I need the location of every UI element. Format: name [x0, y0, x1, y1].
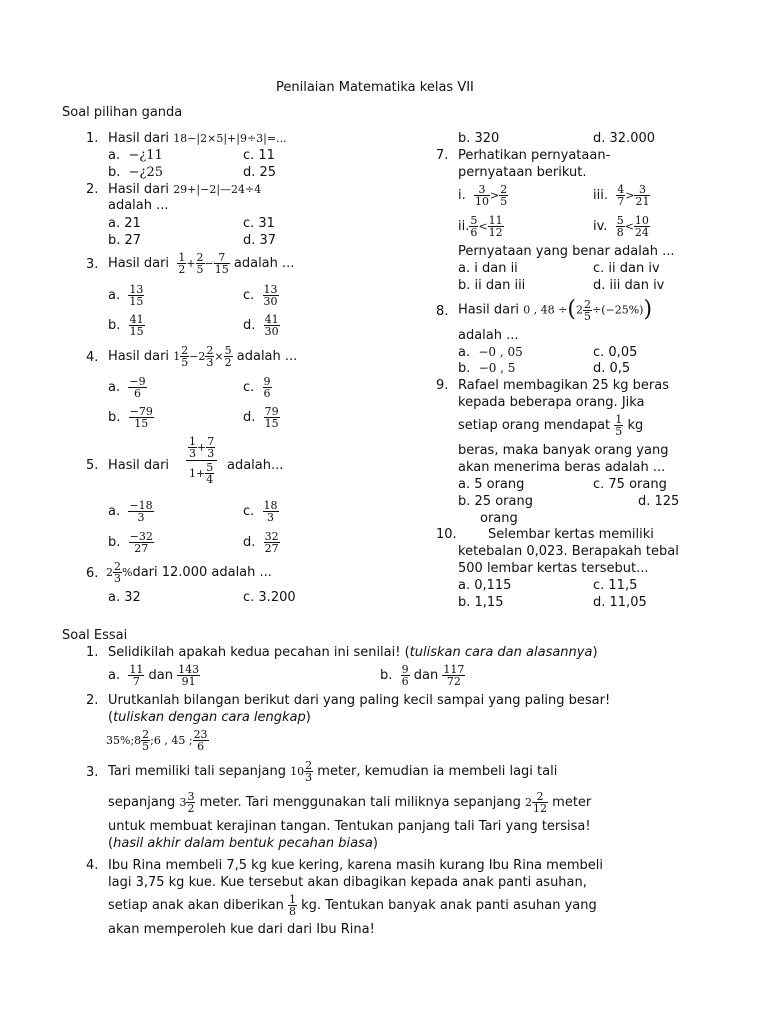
q1-option-d[interactable]: d. 25 — [243, 165, 277, 180]
q3-option-c[interactable]: c. $\frac{13}{30}$ — [243, 283, 278, 308]
section-essay: Soal Essai — [62, 628, 128, 643]
question-8-number: 8. — [436, 304, 449, 319]
essay-4-line-3: setiap anak akan diberikan $\frac{1}{8}$ kg. Tentukan banyak anak panti asuhan yang — [108, 893, 597, 918]
q7-statement-ii: ii. $\frac{5}{6}$ < $\frac{11}{12}$ — [458, 214, 503, 239]
question-8-text: Hasil dari 0 , 48 ÷(2 $\frac{2}{5}$ ÷(−25%)) — [458, 297, 653, 323]
question-9-line-1: Rafael membagikan 25 kg beras — [458, 378, 669, 393]
q6-option-d[interactable]: d. 32.000 — [593, 131, 656, 146]
q6-option-a[interactable]: a. 32 — [108, 590, 141, 605]
q9-option-b[interactable]: b. 25 orang — [458, 494, 533, 509]
q7-statement-i: i. $\frac{3}{10}$ > $\frac{2}{5}$ — [458, 183, 508, 208]
essay-2-number: 2. — [86, 693, 99, 708]
question-3-number: 3. — [86, 257, 99, 272]
question-6-number: 6. — [86, 566, 99, 581]
essay-3-number: 3. — [86, 765, 99, 780]
q2-option-a[interactable]: a. 21 — [108, 216, 141, 231]
question-3-text: Hasil dari $\frac{1}{2}$ + $\frac{2}{5}$ − $\frac{7}{15}$ adalah ... — [108, 251, 295, 276]
q10-option-b[interactable]: b. 1,15 — [458, 595, 504, 610]
page-title: Penilaian Matematika kelas VII — [276, 80, 474, 95]
q3-option-a[interactable]: a. $\frac{13}{15}$ — [108, 283, 144, 308]
question-2-text: Hasil dari 29+|−2|—24÷4 — [108, 182, 262, 197]
essay-3-hint: (hasil akhir dalam bentuk pecahan biasa) — [108, 836, 378, 851]
q7-option-c[interactable]: c. ii dan iv — [593, 261, 660, 276]
q4-option-b[interactable]: b. $\frac{-79}{15}$ — [108, 405, 153, 430]
question-9-line-4: beras, maka banyak orang yang — [458, 443, 669, 458]
essay-1-part-a: a. $\frac{11}{7}$ dan $\frac{143}{91}$ — [108, 663, 200, 688]
question-9-line-2: kepada beberapa orang. Jika — [458, 395, 645, 410]
question-10-line-3: 500 lembar kertas tersebut... — [458, 561, 649, 576]
q3-fraction-1: $\frac{1}{2}$ — [178, 251, 186, 276]
question-1-expression: 18−|2×5|+|9÷3|=... — [173, 132, 287, 145]
q10-option-a[interactable]: a. 0,115 — [458, 578, 512, 593]
q5-option-b[interactable]: b. $\frac{-32}{27}$ — [108, 530, 153, 555]
question-7-text-2: pernyataan berikut. — [458, 165, 587, 180]
question-7-number: 7. — [436, 148, 449, 163]
essay-2-hint: (tuliskan dengan cara lengkap) — [108, 710, 311, 725]
q1-option-c[interactable]: c. 11 — [243, 148, 275, 163]
essay-3-line-1: Tari memiliki tali sepanjang 10 $\frac{2}{3}$ meter, kemudian ia membeli lagi tali — [108, 759, 558, 784]
essay-2-text: Urutkanlah bilangan berikut dari yang paling kecil sampai yang paling besar! — [108, 693, 611, 708]
question-1-text: Hasil dari 18−|2×5|+|9÷3|=... — [108, 131, 287, 146]
q4-option-c[interactable]: c. $\frac{9}{6}$ — [243, 375, 271, 400]
q9-option-b-unit: orang — [480, 511, 518, 526]
essay-3-line-2: sepanjang 3 $\frac{3}{2}$ meter. Tari menggunakan tali miliknya sepanjang 2 $\frac{2}{12}$ meter — [108, 790, 592, 815]
question-7-prompt: Pernyataan yang benar adalah ... — [458, 244, 675, 259]
section-multiple-choice: Soal pilihan ganda — [62, 105, 183, 120]
essay-4-line-2: lagi 3,75 kg kue. Kue tersebut akan dibagikan kepada anak panti asuhan, — [108, 875, 587, 890]
question-5-text: Hasil dari — [108, 458, 170, 473]
essay-1-text: Selidikilah apakah kedua pecahan ini senilai! (tuliskan cara dan alasannya) — [108, 645, 598, 660]
essay-4-line-4: akan memperoleh kue dari dari Ibu Rina! — [108, 922, 375, 937]
question-4-number: 4. — [86, 350, 99, 365]
question-1-number: 1. — [86, 131, 99, 146]
question-9-line-5: akan menerima beras adalah ... — [458, 460, 666, 475]
q8-option-c[interactable]: c. 0,05 — [593, 345, 638, 360]
q4-option-d[interactable]: d. $\frac{79}{15}$ — [243, 405, 279, 430]
q3-option-d[interactable]: d. $\frac{41}{30}$ — [243, 313, 279, 338]
essay-4-line-1: Ibu Rina membeli 7,5 kg kue kering, karena masih kurang Ibu Rina membeli — [108, 858, 603, 873]
question-9-number: 9. — [436, 378, 449, 393]
q7-statement-iv: iv. $\frac{5}{8}$ < $\frac{10}{24}$ — [593, 214, 649, 239]
q7-option-b[interactable]: b. ii dan iii — [458, 278, 526, 293]
q8-option-d[interactable]: d. 0,5 — [593, 361, 631, 376]
q2-option-b[interactable]: b. 27 — [108, 233, 142, 248]
question-5-number: 5. — [86, 458, 99, 473]
question-10-line-2: ketebalan 0,023. Berapakah tebal — [458, 544, 679, 559]
essay-2-numbers: 35%;8 $\frac{2}{5}$ ;6 , 45 ; $\frac{23}{6}$ — [106, 728, 208, 753]
q5-complex-fraction: $\frac{1}{3}$ + $\frac{7}{3}$ 1+ $\frac{5}{4}$ — [186, 436, 217, 485]
q3-option-b[interactable]: b. $\frac{41}{15}$ — [108, 313, 144, 338]
q7-option-d[interactable]: d. iii dan iv — [593, 278, 665, 293]
q8-option-a[interactable]: a. −0 , 05 — [458, 345, 523, 360]
q7-option-a[interactable]: a. i dan ii — [458, 261, 518, 276]
q1-option-b[interactable]: b. −¿25 — [108, 165, 164, 180]
question-4-text: Hasil dari 1 $\frac{2}{5}$ −2 $\frac{2}{3}$ × $\frac{5}{2}$ adalah ... — [108, 344, 298, 369]
question-2-continuation: adalah ... — [108, 198, 169, 213]
q3-fraction-2: $\frac{2}{5}$ — [196, 251, 204, 276]
q2-option-c[interactable]: c. 31 — [243, 216, 275, 231]
q7-statement-iii: iii. $\frac{4}{7}$ > $\frac{3}{21}$ — [593, 183, 650, 208]
q8-option-b[interactable]: b. −0 , 5 — [458, 361, 516, 376]
q5-option-c[interactable]: c. $\frac{18}{3}$ — [243, 499, 278, 524]
question-9-line-3: setiap orang mendapat $\frac{1}{5}$ kg — [458, 413, 644, 438]
question-8-continuation: adalah ... — [458, 328, 519, 343]
question-2-number: 2. — [86, 182, 99, 197]
q3-fraction-3: $\frac{7}{15}$ — [214, 251, 229, 276]
essay-1-number: 1. — [86, 645, 99, 660]
q6-option-c[interactable]: c. 3.200 — [243, 590, 296, 605]
q4-option-a[interactable]: a. $\frac{-9}{6}$ — [108, 375, 146, 400]
q5-option-a[interactable]: a. $\frac{-18}{3}$ — [108, 499, 153, 524]
question-5-tail: adalah... — [227, 458, 284, 473]
q5-option-d[interactable]: d. $\frac{32}{27}$ — [243, 530, 279, 555]
essay-4-number: 4. — [86, 858, 99, 873]
q6-option-b[interactable]: b. 320 — [458, 131, 500, 146]
q1-option-a[interactable]: a. −¿11 — [108, 148, 163, 163]
q10-option-c[interactable]: c. 11,5 — [593, 578, 638, 593]
question-10-line-1: Selembar kertas memiliki — [488, 527, 654, 542]
question-7-text-1: Perhatikan pernyataan- — [458, 148, 611, 163]
question-2-expression: 29+|−2|—24÷4 — [173, 183, 262, 196]
q9-option-d[interactable]: d. 125 — [638, 494, 680, 509]
q9-option-a[interactable]: a. 5 orang — [458, 477, 525, 492]
question-6-text: 2 $\frac{2}{3}$ %dari 12.000 adalah ... — [106, 560, 272, 585]
question-10-number: 10. — [436, 527, 457, 542]
essay-3-line-3: untuk membuat kerajinan tangan. Tentukan panjang tali Tari yang tersisa! — [108, 819, 591, 834]
essay-1-part-b: b. $\frac{9}{6}$ dan $\frac{117}{72}$ — [380, 663, 465, 688]
q2-option-d[interactable]: d. 37 — [243, 233, 277, 248]
q9-option-c[interactable]: c. 75 orang — [593, 477, 667, 492]
q10-option-d[interactable]: d. 11,05 — [593, 595, 647, 610]
